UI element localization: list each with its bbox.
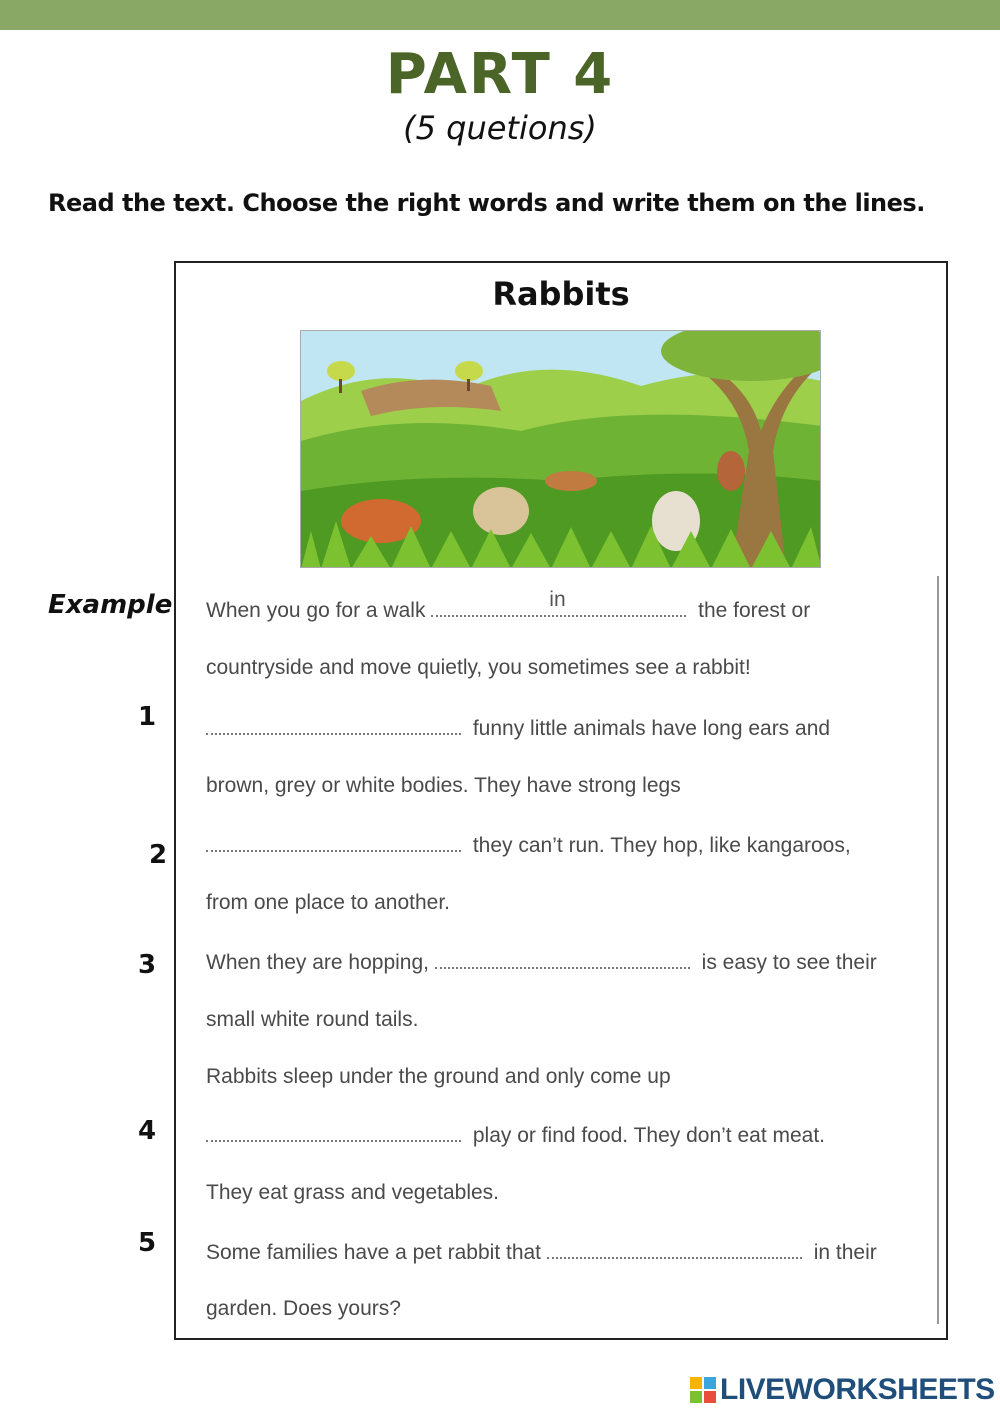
page-title: PART 4 (385, 42, 615, 107)
answer-blank-3[interactable] (435, 951, 690, 969)
question-number-5: 5 (138, 1228, 157, 1258)
example-text-before: When you go for a walk (206, 599, 426, 622)
liveworksheets-logo-icon (690, 1377, 716, 1403)
q2-text-after: they can’t run. They hop, like kangaroos, (472, 834, 851, 857)
answer-blank-5[interactable] (547, 1241, 802, 1259)
answer-blank-2[interactable] (206, 834, 461, 852)
text-line-example (206, 588, 811, 626)
reading-title: Rabbits (492, 275, 630, 313)
instructions: Read the text. Choose the right words and write them on the lines. (48, 189, 925, 217)
text-line-8: small white round tails. (206, 1008, 419, 1031)
text-line-q2 (206, 831, 851, 861)
text-line-2: countryside and move quietly, you sometimes see a rabbit! (206, 656, 751, 679)
text-line-11: They eat grass and vegetables. (206, 1181, 500, 1204)
q3-text-after: is easy to see their (701, 951, 877, 974)
example-answer-blank (431, 588, 686, 617)
text-line-13: garden. Does yours? (206, 1297, 401, 1320)
text-line-4: brown, grey or white bodies. They have strong legs (206, 774, 681, 797)
rabbits-scene-drawing (301, 331, 821, 568)
text-line-q3 (206, 948, 877, 978)
q5-text-after: in their (813, 1241, 877, 1264)
text-line-q4 (206, 1121, 825, 1151)
example-answer: in (549, 588, 566, 611)
text-column-rule (937, 576, 939, 1324)
question-number-3: 3 (138, 950, 157, 980)
q5-text-before: Some families have a pet rabbit that (206, 1241, 542, 1264)
liveworksheets-brand[interactable] (690, 1372, 995, 1408)
q1-text-after: funny little animals have long ears and (472, 717, 831, 740)
question-number-4: 4 (138, 1116, 157, 1146)
text-line-9: Rabbits sleep under the ground and only come up (206, 1065, 671, 1088)
page-subtitle: (5 quetions) (403, 109, 597, 147)
text-line-q5 (206, 1238, 877, 1268)
rabbits-scene-image (300, 330, 821, 568)
text-line-q1 (206, 714, 830, 744)
answer-blank-4[interactable] (206, 1124, 461, 1142)
q3-text-before: When they are hopping, (206, 951, 429, 974)
question-number-2: 2 (149, 840, 168, 870)
answer-blank-1[interactable] (206, 717, 461, 735)
text-line-6: from one place to another. (206, 891, 450, 914)
example-text-after: the forest or (698, 599, 811, 622)
question-number-1: 1 (138, 702, 157, 732)
q4-text-after: play or find food. They don’t eat meat. (472, 1124, 826, 1147)
top-color-bar (0, 0, 1000, 30)
example-label: Example (48, 590, 173, 620)
brand-name: LIVEWORKSHEETS (720, 1373, 995, 1406)
